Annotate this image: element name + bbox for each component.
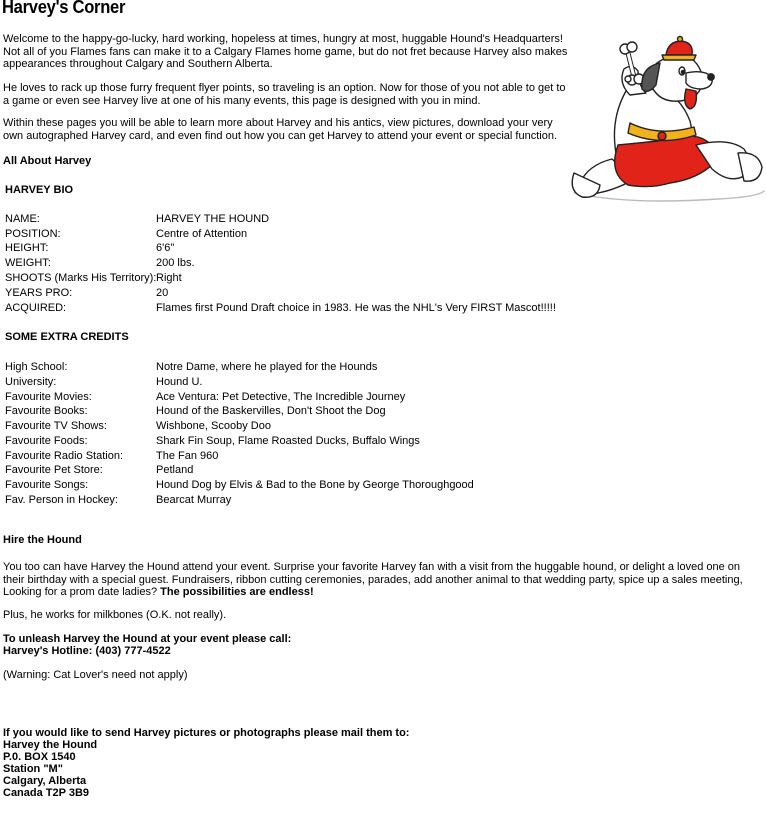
extra-value: Wishbone, Scooby Doo bbox=[156, 420, 271, 432]
mail-line: P.0. BOX 1540 bbox=[3, 751, 76, 763]
hire-bold-text: The possibilities are endless! bbox=[160, 586, 314, 598]
mail-line: Calgary, Alberta bbox=[3, 775, 87, 787]
extra-value: Petland bbox=[156, 464, 194, 476]
extra-key: Favourite Radio Station: bbox=[5, 450, 124, 462]
mail-line: If you would like to send Harvey pictures or photographs please mail them to: bbox=[3, 727, 410, 739]
extra-value: Bearcat Murray bbox=[156, 494, 232, 506]
about-heading: All About Harvey bbox=[3, 155, 92, 167]
mail-line: Station "M" bbox=[3, 763, 63, 775]
extra-key: Favourite Foods: bbox=[5, 435, 88, 447]
extra-credits-heading: SOME EXTRA CREDITS bbox=[5, 331, 129, 343]
bio-value: 200 lbs. bbox=[156, 257, 195, 269]
bio-heading: HARVEY BIO bbox=[5, 184, 74, 196]
bio-key: POSITION: bbox=[5, 228, 61, 240]
bio-key: SHOOTS (Marks His Territory): bbox=[5, 272, 157, 284]
bio-value: Centre of Attention bbox=[156, 228, 248, 240]
bio-value: 20 bbox=[156, 287, 169, 299]
extra-value: Shark Fin Soup, Flame Roasted Ducks, Buffalo Wings bbox=[156, 435, 420, 447]
extra-key: Favourite Songs: bbox=[5, 479, 89, 491]
warning-text: (Warning: Cat Lover's need not apply) bbox=[3, 669, 188, 681]
mail-line: Harvey the Hound bbox=[3, 739, 98, 751]
bio-value: HARVEY THE HOUND bbox=[156, 213, 270, 225]
intro-paragraph-2: He loves to rack up those furry frequent flyer points, so traveling is an option. Now for those of you not able to get to a game or even see Harvey live at one of his many events, this page is designed with you in mind. bbox=[3, 82, 566, 107]
extra-key: High School: bbox=[5, 361, 68, 373]
hotline: Harvey's Hotline: (403) 777-4522 bbox=[3, 645, 171, 657]
plus-text: Plus, he works for milkbones (O.K. not really). bbox=[3, 609, 227, 621]
extra-value: Hound U. bbox=[156, 376, 203, 388]
extra-value: Notre Dame, where he played for the Hounds bbox=[156, 361, 378, 373]
bio-value: Right bbox=[156, 272, 182, 284]
harvey-mascot-image bbox=[568, 33, 766, 205]
extra-key: Favourite Pet Store: bbox=[5, 464, 103, 476]
extra-key: Favourite Books: bbox=[5, 405, 88, 417]
bio-key: ACQUIRED: bbox=[5, 302, 67, 314]
bio-key: NAME: bbox=[5, 213, 40, 225]
bio-value: Flames first Pound Draft choice in 1983. He was the NHL's Very FIRST Mascot!!!!! bbox=[156, 302, 556, 314]
extra-value: Hound Dog by Elvis & Bad to the Bone by George Thoroughgood bbox=[156, 479, 474, 491]
page-title: Harvey's Corner bbox=[2, 0, 126, 17]
call-line-1: To unleash Harvey the Hound at your event please call: bbox=[3, 633, 292, 645]
extra-key: Favourite TV Shows: bbox=[5, 420, 107, 432]
intro-paragraph-3: Within these pages you will be able to learn more about Harvey and his antics, view pictures, download your very own autographed Harvey card, and even find out how you can get Harvey to attend your event or special function. bbox=[3, 117, 558, 142]
bio-key: WEIGHT: bbox=[5, 257, 51, 269]
extra-value: Hound of the Baskervilles, Don't Shoot the Dog bbox=[156, 405, 386, 417]
extra-value: The Fan 960 bbox=[156, 450, 219, 462]
intro-paragraph-1: Welcome to the happy-go-lucky, hard working, hopeless at times, hungry at most, huggable Hound's Headquarters! Not all of you Flames fans can make it to a Calgary Flames home game, but do not fret because Harvey also makes appearances throughout Calgary and Southern Alberta. bbox=[3, 33, 568, 70]
extra-key: Favourite Movies: bbox=[5, 391, 92, 403]
hire-text: You too can have Harvey the Hound attend your event. Surprise your favorite Harvey fan with a visit from the huggable hound, or delight a loved one on their birthday with a special guest. Fundraisers, ribbon cutting ceremonies, parades, add another animal to that wedding party, spice up a sales meeting, Looking for a prom date ladies? bbox=[3, 561, 743, 598]
bio-value: 6'6" bbox=[156, 242, 175, 254]
extra-key: Fav. Person in Hockey: bbox=[5, 494, 118, 506]
bio-key: HEIGHT: bbox=[5, 242, 49, 254]
mail-line: Canada T2P 3B9 bbox=[3, 787, 90, 799]
extra-value: Ace Ventura: Pet Detective, The Incredible Journey bbox=[156, 391, 406, 403]
hire-heading: Hire the Hound bbox=[3, 534, 82, 546]
hire-paragraph bbox=[3, 561, 763, 599]
extra-key: University: bbox=[5, 376, 57, 388]
bio-key: YEARS PRO: bbox=[5, 287, 73, 299]
